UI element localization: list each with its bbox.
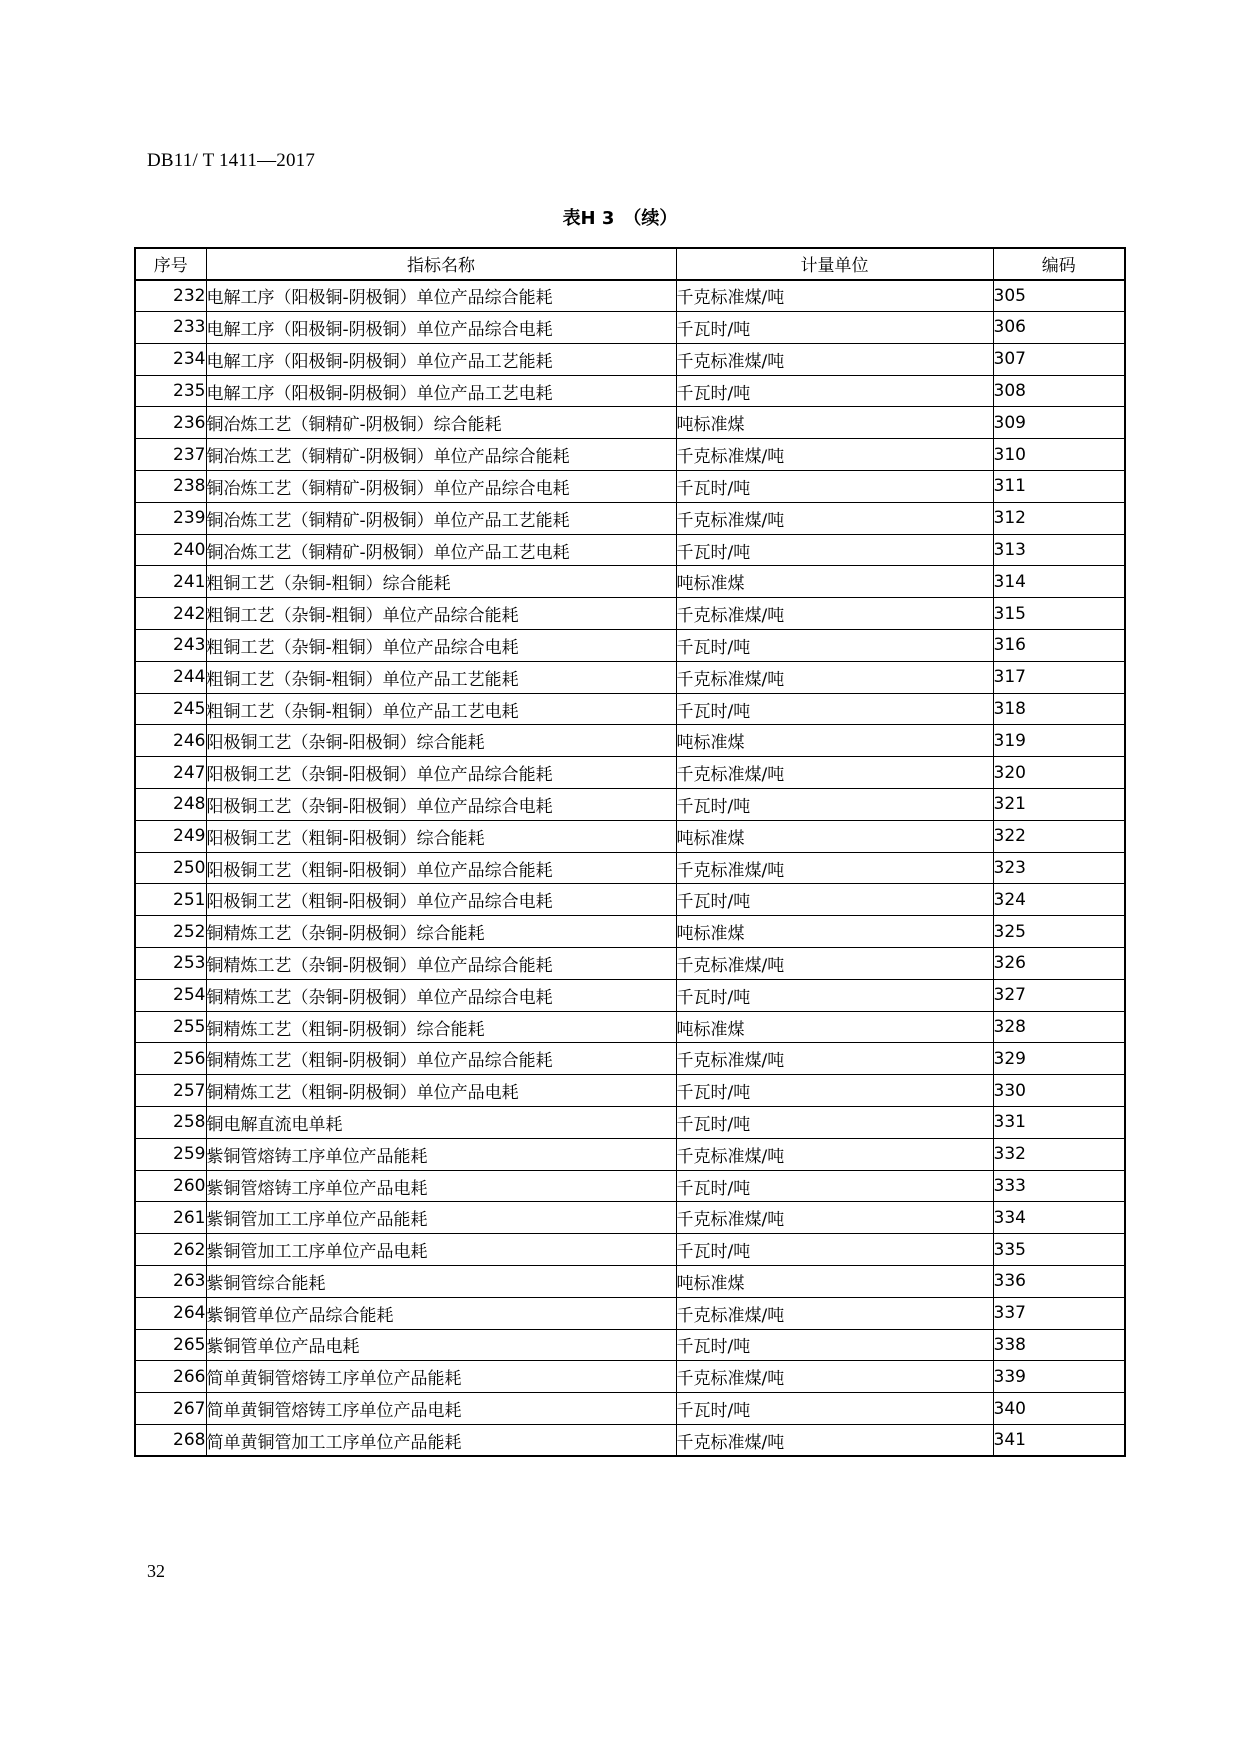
row-serial-number: 253: [135, 948, 206, 980]
row-serial-number: 248: [135, 789, 206, 821]
row-code: 318: [993, 693, 1125, 725]
row-unit: 千瓦时/吨: [676, 884, 993, 916]
row-unit: 吨标准煤: [676, 725, 993, 757]
table-row: [135, 1011, 1125, 1043]
row-unit: 吨标准煤: [676, 566, 993, 598]
row-unit: 千瓦时/吨: [676, 471, 993, 503]
row-indicator-name: 粗铜工艺（杂铜-粗铜）单位产品工艺能耗: [206, 661, 676, 693]
row-code: 336: [993, 1266, 1125, 1298]
row-code: 338: [993, 1329, 1125, 1361]
row-unit: 千瓦时/吨: [676, 1170, 993, 1202]
row-indicator-name: 简单黄铜管加工工序单位产品能耗: [206, 1424, 676, 1456]
table-row: [135, 598, 1125, 630]
row-serial-number: 237: [135, 439, 206, 471]
row-serial-number: 259: [135, 1138, 206, 1170]
row-indicator-name: 阳极铜工艺（粗铜-阳极铜）综合能耗: [206, 820, 676, 852]
table-row: [135, 1107, 1125, 1139]
row-unit: 千克标准煤/吨: [676, 852, 993, 884]
row-unit: 千瓦时/吨: [676, 375, 993, 407]
document-code: DB11/ T 1411—2017: [147, 150, 316, 171]
row-serial-number: 257: [135, 1075, 206, 1107]
row-serial-number: 243: [135, 630, 206, 662]
row-indicator-name: 粗铜工艺（杂铜-粗铜）单位产品综合电耗: [206, 630, 676, 662]
row-code: 324: [993, 884, 1125, 916]
row-unit: 吨标准煤: [676, 1266, 993, 1298]
row-serial-number: 250: [135, 852, 206, 884]
row-unit: 千克标准煤/吨: [676, 439, 993, 471]
row-unit: 千克标准煤/吨: [676, 280, 993, 312]
row-indicator-name: 紫铜管加工工序单位产品能耗: [206, 1202, 676, 1234]
row-serial-number: 262: [135, 1234, 206, 1266]
table-row: [135, 884, 1125, 916]
row-serial-number: 266: [135, 1361, 206, 1393]
row-indicator-name: 铜冶炼工艺（铜精矿-阴极铜）单位产品工艺电耗: [206, 534, 676, 566]
row-code: 305: [993, 280, 1125, 312]
table-row: [135, 375, 1125, 407]
table-row: [135, 439, 1125, 471]
row-unit: 千克标准煤/吨: [676, 757, 993, 789]
row-indicator-name: 粗铜工艺（杂铜-粗铜）单位产品综合能耗: [206, 598, 676, 630]
row-unit: 千瓦时/吨: [676, 312, 993, 344]
row-unit: 千瓦时/吨: [676, 693, 993, 725]
table-row: [135, 343, 1125, 375]
row-indicator-name: 电解工序（阳极铜-阴极铜）单位产品综合电耗: [206, 312, 676, 344]
row-serial-number: 244: [135, 661, 206, 693]
row-unit: 千克标准煤/吨: [676, 502, 993, 534]
row-serial-number: 261: [135, 1202, 206, 1234]
row-unit: 千克标准煤/吨: [676, 1138, 993, 1170]
table-row: [135, 1170, 1125, 1202]
row-code: 337: [993, 1297, 1125, 1329]
table-row: [135, 1234, 1125, 1266]
row-indicator-name: 电解工序（阳极铜-阴极铜）单位产品综合能耗: [206, 280, 676, 312]
row-code: 320: [993, 757, 1125, 789]
row-indicator-name: 阳极铜工艺（粗铜-阳极铜）单位产品综合能耗: [206, 852, 676, 884]
row-serial-number: 246: [135, 725, 206, 757]
row-serial-number: 265: [135, 1329, 206, 1361]
row-unit: 千瓦时/吨: [676, 1075, 993, 1107]
row-unit: 千克标准煤/吨: [676, 1424, 993, 1456]
row-code: 341: [993, 1424, 1125, 1456]
row-serial-number: 249: [135, 820, 206, 852]
table-body: [135, 280, 1125, 1456]
table-row: [135, 312, 1125, 344]
row-indicator-name: 铜冶炼工艺（铜精矿-阴极铜）单位产品综合电耗: [206, 471, 676, 503]
table-row: [135, 407, 1125, 439]
indicator-table: [134, 247, 1126, 1457]
row-code: 312: [993, 502, 1125, 534]
row-indicator-name: 紫铜管熔铸工序单位产品电耗: [206, 1170, 676, 1202]
row-indicator-name: 阳极铜工艺（粗铜-阳极铜）单位产品综合电耗: [206, 884, 676, 916]
row-indicator-name: 阳极铜工艺（杂铜-阳极铜）单位产品综合能耗: [206, 757, 676, 789]
column-header-code: 编码: [993, 248, 1125, 280]
row-serial-number: 235: [135, 375, 206, 407]
table-row: [135, 1329, 1125, 1361]
table-row: [135, 789, 1125, 821]
row-indicator-name: 紫铜管综合能耗: [206, 1266, 676, 1298]
table-row: [135, 820, 1125, 852]
row-serial-number: 252: [135, 916, 206, 948]
row-serial-number: 240: [135, 534, 206, 566]
table-row: [135, 757, 1125, 789]
row-indicator-name: 紫铜管加工工序单位产品电耗: [206, 1234, 676, 1266]
row-serial-number: 245: [135, 693, 206, 725]
page-number: 32: [147, 1561, 165, 1581]
row-code: 317: [993, 661, 1125, 693]
row-unit: 千瓦时/吨: [676, 1393, 993, 1425]
table-row: [135, 693, 1125, 725]
table-title: 表H 3 （续）: [562, 208, 678, 229]
row-serial-number: 238: [135, 471, 206, 503]
row-unit: 千克标准煤/吨: [676, 1202, 993, 1234]
table-row: [135, 661, 1125, 693]
row-serial-number: 263: [135, 1266, 206, 1298]
column-header-indicator-name: 指标名称: [206, 248, 676, 280]
row-unit: 千克标准煤/吨: [676, 1361, 993, 1393]
table-row: [135, 1361, 1125, 1393]
row-indicator-name: 铜精炼工艺（粗铜-阴极铜）综合能耗: [206, 1011, 676, 1043]
row-unit: 千克标准煤/吨: [676, 343, 993, 375]
row-serial-number: 254: [135, 979, 206, 1011]
row-serial-number: 234: [135, 343, 206, 375]
row-unit: 千克标准煤/吨: [676, 598, 993, 630]
row-indicator-name: 铜冶炼工艺（铜精矿-阴极铜）单位产品工艺能耗: [206, 502, 676, 534]
row-serial-number: 239: [135, 502, 206, 534]
row-code: 314: [993, 566, 1125, 598]
row-code: 326: [993, 948, 1125, 980]
row-unit: 吨标准煤: [676, 820, 993, 852]
row-unit: 吨标准煤: [676, 407, 993, 439]
column-header-unit: 计量单位: [676, 248, 993, 280]
row-unit: 千瓦时/吨: [676, 979, 993, 1011]
row-serial-number: 251: [135, 884, 206, 916]
table-row: [135, 948, 1125, 980]
row-indicator-name: 电解工序（阳极铜-阴极铜）单位产品工艺能耗: [206, 343, 676, 375]
row-indicator-name: 紫铜管单位产品电耗: [206, 1329, 676, 1361]
row-indicator-name: 铜精炼工艺（粗铜-阴极铜）单位产品综合能耗: [206, 1043, 676, 1075]
row-serial-number: 242: [135, 598, 206, 630]
row-unit: 千克标准煤/吨: [676, 1297, 993, 1329]
table-row: [135, 1393, 1125, 1425]
table-row: [135, 1266, 1125, 1298]
row-serial-number: 247: [135, 757, 206, 789]
row-indicator-name: 铜精炼工艺（杂铜-阴极铜）单位产品综合能耗: [206, 948, 676, 980]
row-code: 334: [993, 1202, 1125, 1234]
column-header-serial-number: 序号: [135, 248, 206, 280]
row-unit: 千克标准煤/吨: [676, 1043, 993, 1075]
table-row: [135, 1075, 1125, 1107]
table-row: [135, 280, 1125, 312]
row-code: 327: [993, 979, 1125, 1011]
row-indicator-name: 紫铜管熔铸工序单位产品能耗: [206, 1138, 676, 1170]
row-code: 331: [993, 1107, 1125, 1139]
row-serial-number: 236: [135, 407, 206, 439]
table-row: [135, 852, 1125, 884]
row-code: 308: [993, 375, 1125, 407]
row-unit: 千克标准煤/吨: [676, 948, 993, 980]
row-code: 329: [993, 1043, 1125, 1075]
row-serial-number: 241: [135, 566, 206, 598]
row-unit: 千瓦时/吨: [676, 1329, 993, 1361]
row-code: 333: [993, 1170, 1125, 1202]
table-row: [135, 979, 1125, 1011]
row-indicator-name: 简单黄铜管熔铸工序单位产品电耗: [206, 1393, 676, 1425]
table-row: [135, 1424, 1125, 1456]
table-row: [135, 566, 1125, 598]
row-indicator-name: 紫铜管单位产品综合能耗: [206, 1297, 676, 1329]
row-indicator-name: 阳极铜工艺（杂铜-阳极铜）单位产品综合电耗: [206, 789, 676, 821]
row-unit: 千瓦时/吨: [676, 789, 993, 821]
row-code: 323: [993, 852, 1125, 884]
table-row: [135, 725, 1125, 757]
row-code: 321: [993, 789, 1125, 821]
row-code: 340: [993, 1393, 1125, 1425]
row-unit: 千克标准煤/吨: [676, 661, 993, 693]
row-serial-number: 232: [135, 280, 206, 312]
row-serial-number: 260: [135, 1170, 206, 1202]
row-code: 311: [993, 471, 1125, 503]
table-row: [135, 630, 1125, 662]
row-code: 330: [993, 1075, 1125, 1107]
row-serial-number: 255: [135, 1011, 206, 1043]
row-code: 332: [993, 1138, 1125, 1170]
row-serial-number: 267: [135, 1393, 206, 1425]
row-serial-number: 256: [135, 1043, 206, 1075]
table-row: [135, 1297, 1125, 1329]
table-row: [135, 916, 1125, 948]
row-indicator-name: 简单黄铜管熔铸工序单位产品能耗: [206, 1361, 676, 1393]
row-code: 322: [993, 820, 1125, 852]
row-code: 328: [993, 1011, 1125, 1043]
row-indicator-name: 阳极铜工艺（杂铜-阳极铜）综合能耗: [206, 725, 676, 757]
table-row: [135, 502, 1125, 534]
row-code: 339: [993, 1361, 1125, 1393]
row-serial-number: 233: [135, 312, 206, 344]
table-row: [135, 1043, 1125, 1075]
row-unit: 吨标准煤: [676, 1011, 993, 1043]
row-code: 315: [993, 598, 1125, 630]
row-serial-number: 258: [135, 1107, 206, 1139]
row-unit: 千瓦时/吨: [676, 1107, 993, 1139]
row-unit: 千瓦时/吨: [676, 1234, 993, 1266]
table-row: [135, 1138, 1125, 1170]
row-indicator-name: 铜精炼工艺（粗铜-阴极铜）单位产品电耗: [206, 1075, 676, 1107]
row-code: 307: [993, 343, 1125, 375]
table-row: [135, 534, 1125, 566]
table-header-row: [135, 248, 1125, 280]
row-indicator-name: 电解工序（阳极铜-阴极铜）单位产品工艺电耗: [206, 375, 676, 407]
row-code: 316: [993, 630, 1125, 662]
row-code: 310: [993, 439, 1125, 471]
row-indicator-name: 粗铜工艺（杂铜-粗铜）综合能耗: [206, 566, 676, 598]
row-indicator-name: 铜精炼工艺（杂铜-阴极铜）综合能耗: [206, 916, 676, 948]
row-code: 313: [993, 534, 1125, 566]
row-indicator-name: 粗铜工艺（杂铜-粗铜）单位产品工艺电耗: [206, 693, 676, 725]
row-unit: 吨标准煤: [676, 916, 993, 948]
row-code: 325: [993, 916, 1125, 948]
row-unit: 千瓦时/吨: [676, 630, 993, 662]
row-indicator-name: 铜冶炼工艺（铜精矿-阴极铜）单位产品综合能耗: [206, 439, 676, 471]
row-indicator-name: 铜电解直流电单耗: [206, 1107, 676, 1139]
row-code: 335: [993, 1234, 1125, 1266]
row-code: 309: [993, 407, 1125, 439]
row-code: 306: [993, 312, 1125, 344]
row-serial-number: 268: [135, 1424, 206, 1456]
table-row: [135, 471, 1125, 503]
row-indicator-name: 铜精炼工艺（杂铜-阴极铜）单位产品综合电耗: [206, 979, 676, 1011]
table-row: [135, 1202, 1125, 1234]
row-indicator-name: 铜冶炼工艺（铜精矿-阴极铜）综合能耗: [206, 407, 676, 439]
row-unit: 千瓦时/吨: [676, 534, 993, 566]
row-code: 319: [993, 725, 1125, 757]
row-serial-number: 264: [135, 1297, 206, 1329]
